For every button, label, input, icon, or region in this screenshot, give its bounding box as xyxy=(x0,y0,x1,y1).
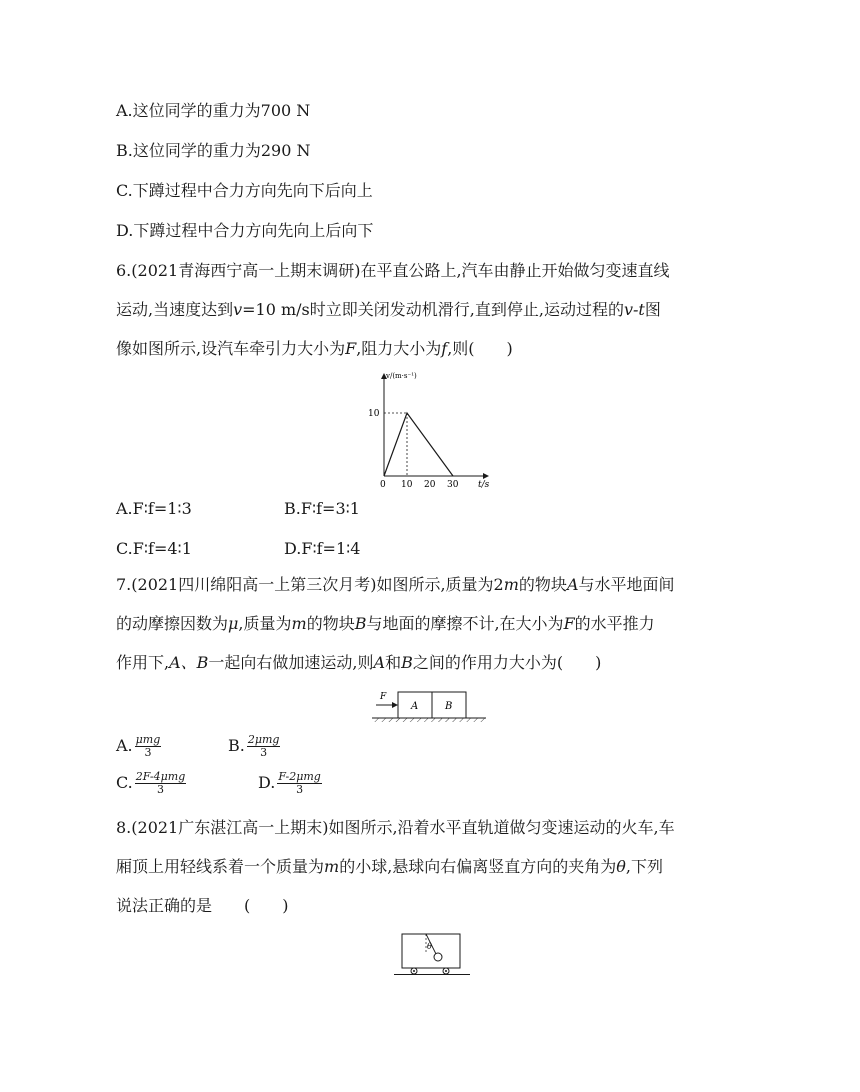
q8-text: ,下列 xyxy=(625,857,664,876)
q8-car-body xyxy=(402,934,460,968)
q8-wheel-right-hub xyxy=(445,970,447,972)
q8-ball xyxy=(434,953,442,961)
q6-option-a: A.F∶f=1∶3 xyxy=(116,499,192,518)
q8-stem-line2 xyxy=(116,857,663,877)
q6-vt-line xyxy=(384,413,453,476)
q7-var-m: m xyxy=(503,575,519,594)
q7-text: 与水平地面间 xyxy=(578,575,675,594)
q7-stem-line3 xyxy=(116,653,601,673)
q7-var-mu: μ xyxy=(228,614,239,633)
q7-stem-line1 xyxy=(116,575,675,595)
q7-force-label: F xyxy=(380,692,387,702)
q7-label-a: A xyxy=(411,701,419,712)
q7-option-b-prefix: B. xyxy=(228,736,245,755)
q6-xtick-30: 30 xyxy=(447,480,459,490)
q6-ylabel: v/(m·s⁻¹) xyxy=(386,372,417,380)
q6-xlabel: t/s xyxy=(478,480,490,490)
q6-option-d: D.F∶f=1∶4 xyxy=(284,539,361,558)
q6-var-v: v xyxy=(233,300,243,319)
q7-option-c-fraction xyxy=(135,771,186,796)
q6-xtick-0: 0 xyxy=(380,480,386,490)
q7-option-b-denominator: 3 xyxy=(260,746,268,759)
q7-text: 与地面的摩擦不计,在大小为 xyxy=(366,614,564,633)
q7-option-c-numerator: 2F-4μmg xyxy=(135,770,186,783)
q7-text: 的水平推力 xyxy=(574,614,655,633)
q7-option-d-numerator: F-2μmg xyxy=(278,770,321,783)
q8-train-figure xyxy=(392,930,472,980)
q7-stem-line2 xyxy=(116,614,655,634)
q7-option-d-denominator: 3 xyxy=(296,783,304,796)
q7-option-b-fraction xyxy=(247,734,281,759)
q6-var-F: F xyxy=(345,339,357,358)
q8-text: 厢顶上用轻线系着一个质量为 xyxy=(116,857,325,876)
q7-var-AB: A、B xyxy=(169,653,209,672)
q5-option-b: B.这位同学的重力为290 N xyxy=(116,141,311,160)
q8-var-theta: θ xyxy=(616,857,626,876)
q7-option-b-numerator: 2μmg xyxy=(247,733,280,746)
q7-option-a xyxy=(116,734,161,759)
q7-var-A: A xyxy=(566,575,579,594)
q5-option-a: A.这位同学的重力为700 N xyxy=(116,101,311,120)
q7-text: 的物块 xyxy=(306,614,355,633)
q6-var-vt: v-t xyxy=(623,300,645,319)
q8-var-m: m xyxy=(324,857,340,876)
q7-text: 的物块 xyxy=(518,575,567,594)
q7-var-B: B xyxy=(354,614,367,633)
q6-stem-line3 xyxy=(116,339,513,359)
q6-text: 像如图所示,设汽车牵引力大小为 xyxy=(116,339,346,358)
q7-ground-hatch xyxy=(372,718,486,722)
q7-label-b: B xyxy=(445,701,453,712)
q6-text: ,则( ) xyxy=(447,339,513,358)
q7-option-b xyxy=(228,734,280,759)
q7-option-a-prefix: A. xyxy=(116,736,133,755)
q7-var-A: A xyxy=(373,653,386,672)
q7-blocks-figure xyxy=(368,686,490,726)
q8-stem-line3: 说法正确的是 ( ) xyxy=(116,896,289,915)
q7-option-c-denominator: 3 xyxy=(157,783,164,796)
q6-stem-line1: 6.(2021青海西宁高一上期末调研)在平直公路上,汽车由静止开始做匀变速直线 xyxy=(116,261,670,280)
q8-theta-label: θ xyxy=(427,942,432,951)
q8-stem-line1: 8.(2021广东湛江高一上期末)如图所示,沿着水平直轨道做匀变速运动的火车,车 xyxy=(116,818,675,837)
q8-text: 的小球,悬球向右偏离竖直方向的夹角为 xyxy=(339,857,617,876)
q5-option-c: C.下蹲过程中合力方向先向下后向上 xyxy=(116,181,373,200)
q8-wheel-left-hub xyxy=(413,970,415,972)
q7-text: 7.(2021四川绵阳高一上第三次月考)如图所示,质量为2 xyxy=(116,575,504,594)
q6-text: =10 m/s时立即关闭发动机滑行,直到停止,运动过程的 xyxy=(242,300,624,319)
q7-option-d-prefix: D. xyxy=(258,773,276,792)
q6-text: 图 xyxy=(644,300,661,319)
q7-text: ,质量为 xyxy=(238,614,292,633)
q6-text: 运动,当速度达到 xyxy=(116,300,234,319)
q7-var-m: m xyxy=(291,614,307,633)
q7-option-a-fraction xyxy=(135,734,162,759)
q6-var-f: f xyxy=(441,339,448,358)
q6-option-b: B.F∶f=3∶1 xyxy=(284,499,360,518)
q6-text: ,阻力大小为 xyxy=(356,339,442,358)
q6-vt-graph xyxy=(360,366,500,490)
q7-option-c-prefix: C. xyxy=(116,773,133,792)
q6-ytick-10: 10 xyxy=(368,409,380,419)
q7-text: 的动摩擦因数为 xyxy=(116,614,229,633)
q7-text: 作用下, xyxy=(116,653,170,672)
q7-text: 和 xyxy=(385,653,402,672)
q7-option-d-fraction xyxy=(277,771,321,796)
q7-option-a-numerator: μmg xyxy=(135,733,161,746)
q6-stem-line2 xyxy=(116,300,661,320)
q7-option-c xyxy=(116,771,186,796)
q7-option-d xyxy=(258,771,322,796)
q6-xtick-20: 20 xyxy=(424,480,436,490)
q5-option-d: D.下蹲过程中合力方向先向上后向下 xyxy=(116,221,374,240)
q7-option-a-denominator: 3 xyxy=(144,746,152,759)
q7-text: 之间的作用力大小为( ) xyxy=(412,653,602,672)
q7-var-B: B xyxy=(401,653,413,672)
q7-var-F: F xyxy=(563,614,575,633)
q6-option-c: C.F∶f=4∶1 xyxy=(116,539,192,558)
q6-xtick-10: 10 xyxy=(401,480,413,490)
q7-text: 一起向右做加速运动,则 xyxy=(208,653,374,672)
